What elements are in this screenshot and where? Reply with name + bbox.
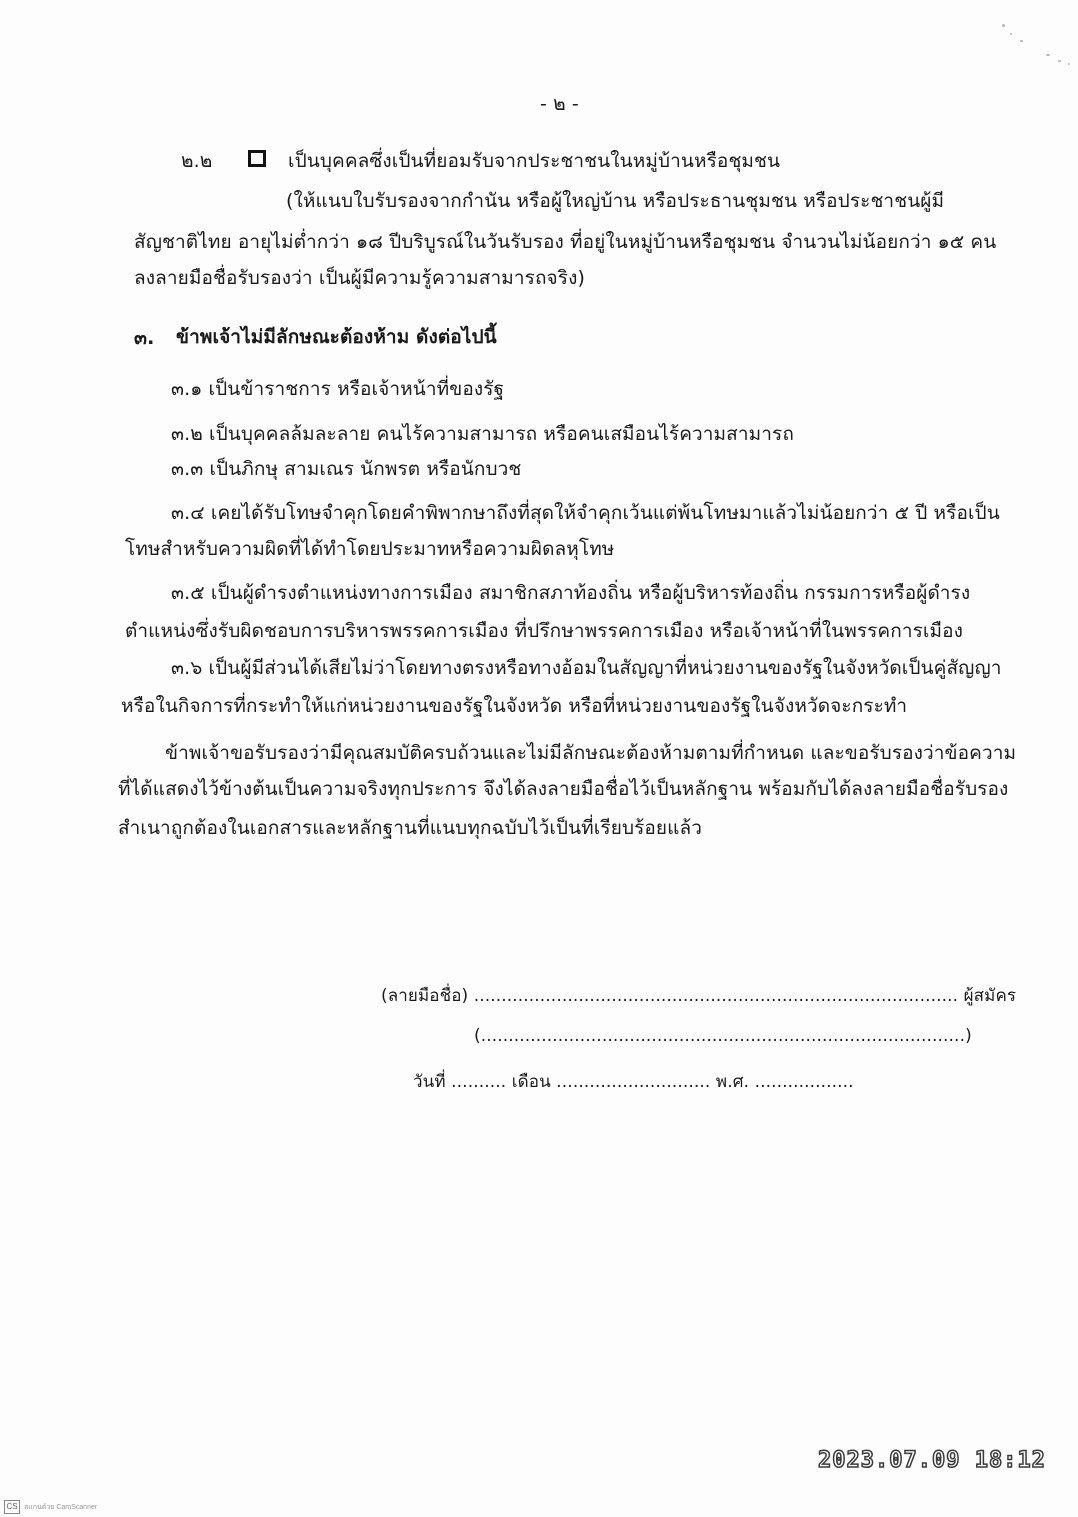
signature-name-line: (........................................................................................): [474, 1026, 972, 1046]
certification-line: ข้าพเจ้าขอรับรองว่ามีคุณสมบัติครบถ้วนและไม่มีลักษณะต้องห้ามตามที่กำหนด และขอรับรองว่าข้อความ: [165, 742, 1017, 764]
section-3-item: ๓.๒ เป็นบุคคลล้มละลาย คนไร้ความสามารถ หรือคนเสมือนไร้ความสามารถ: [171, 423, 794, 445]
section-3-item: ๓.๔ เคยได้รับโทษจำคุกโดยคำพิพากษาถึงที่สุดให้จำคุกเว้นแต่พ้นโทษมาแล้วไม่น้อยกว่า ๕ ปี หรือเป็น: [171, 502, 1000, 524]
section-3-item: โทษสำหรับความผิดที่ได้ทำโดยประมาทหรือความผิดลหุโทษ: [125, 538, 615, 560]
section-3-item: หรือในกิจการที่กระทำให้แก่หน่วยงานของรัฐในจังหวัด หรือที่หน่วยงานของรัฐในจังหวัดจะกระทำ: [121, 695, 908, 717]
section-3-item: ๓.๑ เป็นข้าราชการ หรือเจ้าหน้าที่ของรัฐ: [171, 378, 505, 400]
item-2-2-line: สัญชาติไทย อายุไม่ต่ำกว่า ๑๘ ปีบริบูรณ์ในวันรับรอง ที่อยู่ในหมู่บ้านหรือชุมชน จำนวนไม่น้อยกว่า ๑๕ คน: [134, 231, 997, 253]
item-2-2-line: ลงลายมือชื่อรับรองว่า เป็นผู้มีความรู้ความสามารถจริง): [134, 267, 585, 289]
section-3-item: ๓.๓ เป็นภิกษุ สามเณร นักพรต หรือนักบวช: [171, 458, 522, 480]
checkbox-icon[interactable]: [248, 150, 266, 167]
certification-line: สำเนาถูกต้องในเอกสารและหลักฐานที่แนบทุกฉบับไว้เป็นที่เรียบร้อยแล้ว: [118, 817, 703, 839]
scanner-text: สแกนด้วย CamScanner: [24, 1503, 98, 1511]
signature-date-line: วันที่ .......... เดือน ............................ พ.ศ. ..................: [413, 1072, 854, 1092]
item-2-2-title: เป็นบุคคลซึ่งเป็นที่ยอมรับจากประชาชนในหมู่บ้านหรือชุมชน: [288, 150, 781, 172]
section-3-item: ๓.๖ เป็นผู้มีส่วนได้เสียไม่ว่าโดยทางตรงหรือทางอ้อมในสัญญาที่หน่วยงานของรัฐในจังหวัดเป็นคู่สัญญา: [171, 657, 1002, 679]
certification-line: ที่ได้แสดงไว้ข้างต้นเป็นความจริงทุกประการ จึงได้ลงลายมือชื่อไว้เป็นหลักฐาน พร้อมกับได้ลงลายมือชื่อรับรอง: [118, 778, 1009, 800]
timestamp: 2023.07.09 18:12: [818, 1448, 1046, 1473]
scanner-watermark: [4, 1500, 97, 1514]
section-3-number: ๓.: [134, 327, 155, 349]
item-2-2-number: ๒.๒: [181, 150, 213, 172]
section-3-item: ตำแหน่งซึ่งรับผิดชอบการบริหารพรรคการเมือง ที่ปรึกษาพรรคการเมือง หรือเจ้าหน้าที่ในพรรคการเมือง: [125, 620, 964, 642]
section-3-heading: ข้าพเจ้าไม่มีลักษณะต้องห้าม ดังต่อไปนี้: [176, 326, 497, 348]
signature-line: (ลายมือชื่อ) ........................................................................................ ผู้สมัคร: [381, 986, 1017, 1006]
page-number: - ๒ -: [540, 93, 579, 115]
camscanner-icon: CS: [4, 1500, 20, 1514]
section-3-item: ๓.๕ เป็นผู้ดำรงตำแหน่งทางการเมือง สมาชิกสภาท้องถิ่น หรือผู้บริหารท้องถิ่น กรรมการหรือผู้ดำรง: [171, 582, 971, 604]
item-2-2-line: (ให้แนบใบรับรองจากกำนัน หรือผู้ใหญ่บ้าน หรือประธานชุมชน หรือประชาชนผู้มี: [286, 190, 945, 212]
